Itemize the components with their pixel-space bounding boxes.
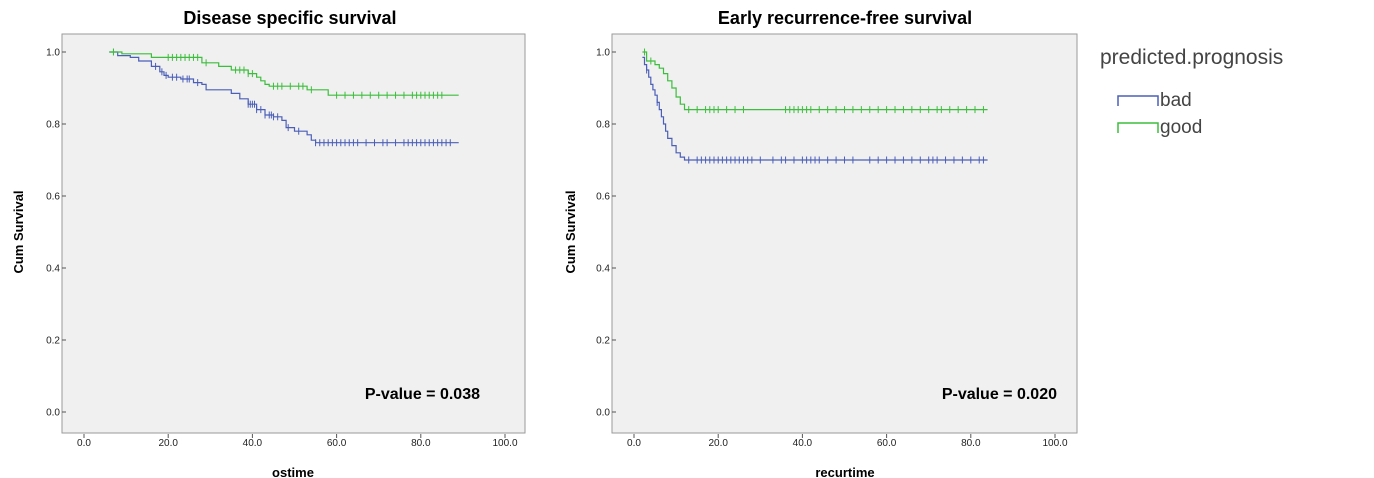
x-tick-label: 100.0 (492, 438, 518, 449)
chart1-ylabel: Cum Survival (11, 190, 26, 274)
legend-swatch-good (1118, 123, 1158, 133)
chart1-title: Disease specific survival (183, 8, 397, 28)
legend-label-bad: bad (1160, 90, 1192, 111)
x-tick-label: 0.0 (627, 438, 641, 449)
legend-label-good: good (1160, 117, 1203, 138)
chart-disease-specific (11, 8, 525, 478)
x-tick-label: 80.0 (411, 438, 431, 449)
x-tick-label: 40.0 (792, 438, 813, 449)
y-tick-label: 0.0 (596, 407, 610, 419)
x-tick-label: 20.0 (708, 438, 728, 449)
x-tick-label: 100.0 (1042, 438, 1068, 449)
legend-title: predicted.prognosis (1100, 46, 1284, 69)
chart1-pvalue: P-value = 0.038 (364, 386, 480, 403)
y-tick-label: 0.0 (46, 407, 60, 419)
chart1-plot-area (62, 34, 525, 433)
y-tick-label: 0.8 (46, 119, 60, 131)
chart2-title: Early recurrence-free survival (717, 8, 973, 28)
x-tick-label: 60.0 (326, 438, 347, 449)
chart-early-recurrence (563, 8, 1077, 478)
chart2-plot-area (612, 34, 1077, 433)
chart2-xlabel: recurtime (815, 465, 875, 478)
y-tick-label: 0.4 (46, 263, 60, 275)
chart1-xlabel: ostime (272, 465, 314, 478)
y-tick-label: 0.8 (596, 119, 610, 131)
y-tick-label: 0.2 (46, 335, 60, 347)
x-tick-label: 20.0 (158, 438, 178, 449)
y-tick-label: 0.6 (596, 191, 610, 203)
legend (1100, 46, 1283, 138)
y-tick-label: 0.2 (596, 335, 610, 347)
y-tick-label: 0.4 (596, 263, 610, 275)
chart2-ylabel: Cum Survival (563, 190, 578, 274)
y-tick-label: 0.6 (46, 191, 60, 203)
y-tick-label: 1.0 (46, 47, 60, 59)
y-tick-label: 1.0 (596, 47, 610, 59)
legend-swatch-bad (1118, 96, 1158, 106)
x-tick-label: 80.0 (961, 438, 981, 449)
x-tick-label: 40.0 (242, 438, 263, 449)
chart2-pvalue: P-value = 0.020 (941, 386, 1057, 403)
x-tick-label: 60.0 (876, 438, 897, 449)
x-tick-label: 0.0 (77, 438, 91, 449)
